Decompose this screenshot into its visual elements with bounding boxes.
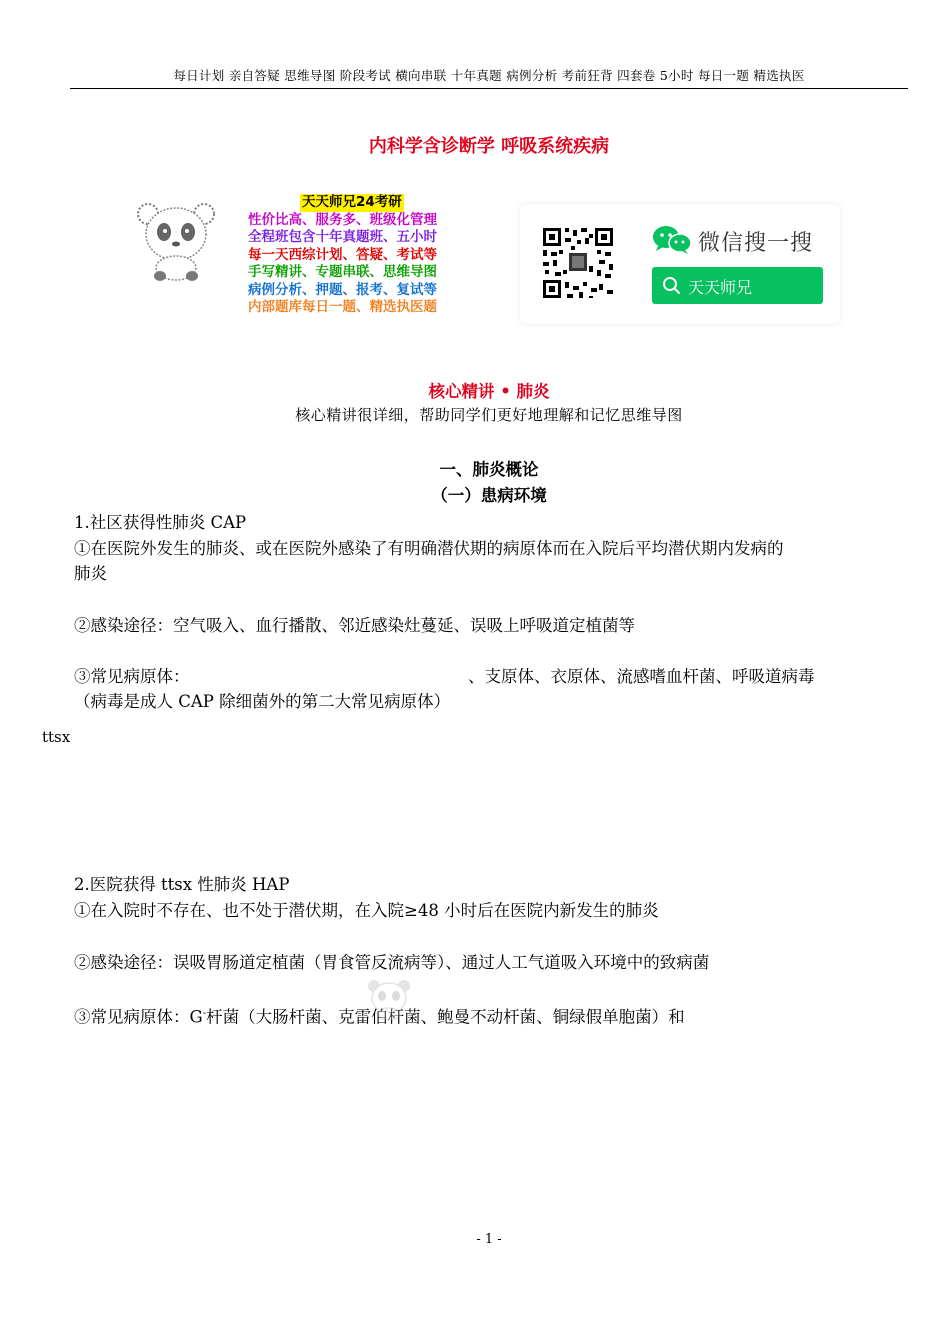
promo-line: 性价比高、服务多、班级化管理 — [248, 211, 437, 228]
cap-point-1-cont: 肺炎 — [74, 564, 107, 583]
qr-code-icon — [541, 226, 615, 300]
promo-title: 天天师兄24考研 — [302, 194, 402, 210]
cap-point-3-note: （病毒是成人 CAP 除细菌外的第二大常见病原体） — [74, 692, 451, 711]
panda-logo-icon — [132, 200, 222, 282]
panda-watermark-icon — [364, 978, 414, 1020]
page-number: - 1 - — [476, 1232, 502, 1247]
promo-line: 全程班包含十年真题班、五小时 — [248, 229, 437, 245]
wechat-search-button[interactable] — [652, 267, 823, 304]
header-divider — [70, 88, 908, 89]
watermark-text: ttsx — [42, 728, 71, 746]
wechat-search-label: 微信搜一搜 — [698, 231, 814, 256]
hap-point-1: ①在入院时不存在、也不处于潜伏期，在入院≥48 小时后在医院内新发生的肺炎 — [74, 901, 659, 920]
hap-point-3-a: ③常见病原体：G — [74, 1007, 203, 1027]
cap-title: 1.社区获得性肺炎 CAP — [74, 513, 247, 532]
section-subtitle: 核心精讲很详细，帮助同学们更好地理解和记忆思维导图 — [295, 406, 683, 424]
hap-title: 2.医院获得 ttsx 性肺炎 HAP — [74, 875, 290, 894]
heading-level1: 一、肺炎概论 — [439, 460, 539, 479]
hap-point-2: ②感染途径：误吸胃肠道定植菌（胃食管反流病等）、通过人工气道吸入环境中的致病菌 — [74, 953, 710, 972]
promo-line: 内部题库每日一题、精选执医题 — [248, 299, 437, 315]
wechat-logo-icon — [652, 225, 692, 255]
promo-text-block — [248, 194, 468, 317]
wechat-search-button-label: 天天师兄 — [688, 278, 753, 297]
hap-point-3-sup: - — [202, 1008, 207, 1019]
cap-point-3-label: ③常见病原体： — [74, 667, 190, 686]
promo-line: 手写精讲、专题串联、思维导图 — [248, 264, 437, 280]
cap-point-2: ②感染途径：空气吸入、血行播散、邻近感染灶蔓延、误吸上呼吸道定植菌等 — [74, 616, 635, 635]
promo-line: 每一天西综计划、答疑、考试等 — [248, 246, 437, 263]
hap-point-3-b: 杆菌（大肠杆菌、克雷伯杆菌、鲍曼不动杆菌、铜绿假单胞菌）和 — [206, 1007, 685, 1027]
section-title: 核心精讲 • 肺炎 — [428, 382, 550, 401]
heading-level2: （一）患病环境 — [431, 486, 547, 505]
cap-point-3-rest: 、支原体、衣原体、流感嗜血杆菌、呼吸道病毒 — [468, 667, 815, 686]
promo-line: 病例分析、押题、报考、复试等 — [248, 281, 437, 298]
document-title: 内科学含诊断学 呼吸系统疾病 — [368, 136, 610, 157]
header-nav-text: 每日计划 亲自答疑 思维导图 阶段考试 横向串联 十年真题 病例分析 考前狂背 四套卷 5小时 每日一题 精选执医 — [173, 68, 805, 83]
cap-point-1: ①在医院外发生的肺炎、或在医院外感染了有明确潜伏期的病原体而在入院后平均潜伏期内发病的 — [74, 539, 784, 558]
search-icon — [662, 276, 682, 296]
